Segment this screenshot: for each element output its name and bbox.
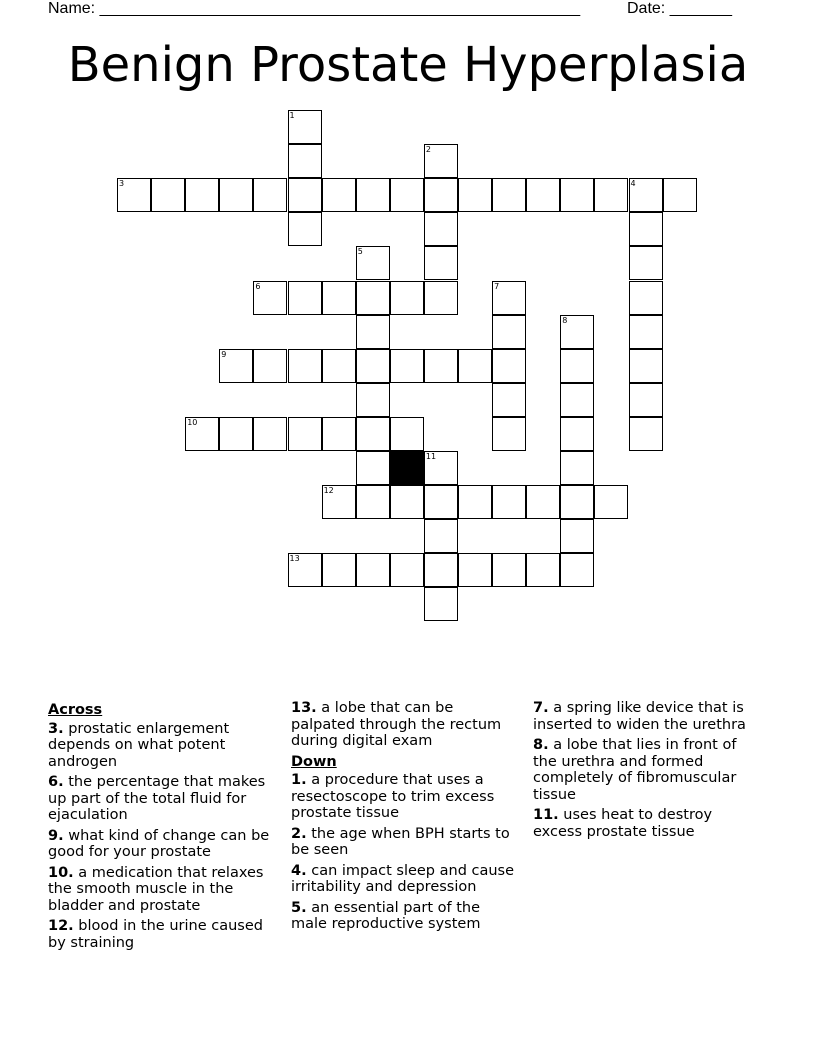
- grid-cell[interactable]: [629, 349, 663, 383]
- clue-number: 5: [357, 247, 363, 257]
- grid-cell[interactable]: [526, 178, 560, 212]
- grid-cell[interactable]: [492, 553, 526, 587]
- grid-cell[interactable]: [424, 281, 458, 315]
- clue-down-4: 4. can impact sleep and cause irritability and depression: [291, 862, 515, 895]
- grid-cell[interactable]: [492, 417, 526, 451]
- grid-cell[interactable]: [288, 144, 322, 178]
- grid-cell[interactable]: [356, 315, 390, 349]
- clue-across-13: 13. a lobe that can be palpated through the rectum during digital exam: [291, 700, 502, 749]
- black-cell: [390, 451, 424, 485]
- grid-cell[interactable]: [253, 417, 287, 451]
- clue-number: 11: [425, 452, 437, 461]
- grid-cell[interactable]: [424, 246, 458, 280]
- grid-cell[interactable]: [492, 315, 526, 349]
- grid-cell[interactable]: [663, 178, 697, 212]
- clues-section: [48, 700, 768, 960]
- grid-cell[interactable]: [356, 553, 390, 587]
- clue-across-12: 12. blood in the urine caused by straining: [48, 918, 263, 951]
- clue-across-9: 9. what kind of change can be good for your prostate: [48, 827, 270, 860]
- grid-cell[interactable]: [560, 178, 594, 212]
- grid-cell[interactable]: [288, 553, 322, 587]
- grid-cell[interactable]: [560, 383, 594, 417]
- name-field[interactable]: Name: ______________________________________________________: [48, 0, 581, 17]
- clue-number: 1: [289, 111, 295, 120]
- grid-cell[interactable]: [594, 178, 628, 212]
- grid-cell[interactable]: [390, 281, 424, 315]
- clue-down-11: 11. uses heat to destroy excess prostate tissue: [533, 807, 713, 840]
- grid-cell[interactable]: [560, 485, 594, 519]
- grid-cell[interactable]: [356, 281, 390, 315]
- clue-down-5: 5. an essential part of the male reproductive system: [291, 899, 481, 932]
- grid-cell[interactable]: [356, 349, 390, 383]
- page-title: Benign Prostate Hyperplasia: [67, 37, 749, 93]
- grid-cell[interactable]: [253, 349, 287, 383]
- clue-number: 9: [221, 349, 227, 359]
- grid-cell[interactable]: [424, 212, 458, 246]
- grid-cell[interactable]: [390, 485, 424, 519]
- grid-cell[interactable]: [288, 212, 322, 246]
- grid-cell[interactable]: [288, 349, 322, 383]
- grid-cell[interactable]: [390, 553, 424, 587]
- clue-column-2: [291, 700, 519, 937]
- clue-number: 3: [119, 179, 125, 189]
- grid-cell[interactable]: [560, 417, 594, 451]
- clue-number: 13: [289, 554, 300, 564]
- grid-cell[interactable]: [288, 281, 322, 315]
- grid-cell[interactable]: [322, 281, 356, 315]
- grid-cell[interactable]: [629, 315, 663, 349]
- clue-column-3: [533, 700, 761, 844]
- date-field[interactable]: Date: _______: [627, 0, 732, 17]
- clue-number: 10: [187, 417, 198, 427]
- grid-cell[interactable]: [253, 281, 287, 315]
- grid-cell[interactable]: [288, 178, 322, 212]
- clue-column-1: [48, 700, 276, 955]
- grid-cell[interactable]: [288, 110, 322, 144]
- grid-cell[interactable]: [629, 281, 663, 315]
- grid-cell[interactable]: [356, 417, 390, 451]
- grid-cell[interactable]: [560, 519, 594, 553]
- clue-across-6: 6. the percentage that makes up part of the total fluid for ejaculation: [48, 774, 266, 823]
- grid-cell[interactable]: [458, 178, 492, 212]
- grid-cell[interactable]: [424, 349, 458, 383]
- grid-cell[interactable]: [219, 178, 253, 212]
- clue-down-8: 8. a lobe that lies in front of the urethra and formed completely of fibromuscular tissue: [533, 737, 737, 803]
- grid-cell[interactable]: [629, 212, 663, 246]
- clue-across-3: 3. prostatic enlargement depends on what potent androgen: [48, 720, 230, 770]
- grid-cell[interactable]: [185, 178, 219, 212]
- grid-cell[interactable]: [424, 178, 458, 212]
- grid-cell[interactable]: [219, 349, 253, 383]
- grid-cell[interactable]: [185, 417, 219, 451]
- grid-cell[interactable]: [629, 417, 663, 451]
- clue-number: 8: [562, 315, 568, 325]
- grid-cell[interactable]: [560, 349, 594, 383]
- grid-cell[interactable]: [253, 178, 287, 212]
- across-heading: Across: [48, 702, 103, 718]
- grid-cell[interactable]: [219, 417, 253, 451]
- grid-cell[interactable]: [424, 485, 458, 519]
- grid-cell[interactable]: [424, 519, 458, 553]
- grid-cell[interactable]: [526, 553, 560, 587]
- grid-cell[interactable]: [492, 178, 526, 212]
- grid-cell[interactable]: [356, 485, 390, 519]
- grid-cell[interactable]: [322, 349, 356, 383]
- grid-cell[interactable]: [390, 417, 424, 451]
- grid-cell[interactable]: [322, 553, 356, 587]
- grid-cell[interactable]: [424, 553, 458, 587]
- grid-cell[interactable]: [560, 315, 594, 349]
- clue-down-7: 7. a spring like device that is inserted to widen the urethra: [533, 700, 746, 733]
- clue-number: 4: [630, 179, 636, 189]
- clue-number: 12: [323, 486, 334, 496]
- grid-cell[interactable]: [492, 383, 526, 417]
- clue-number: 6: [255, 281, 261, 291]
- grid-cell[interactable]: [560, 553, 594, 587]
- clue-down-1: 1. a procedure that uses a resectoscope to trim excess prostate tissue: [291, 772, 495, 821]
- grid-cell[interactable]: [424, 451, 458, 485]
- grid-cell[interactable]: [390, 178, 424, 212]
- grid-cell[interactable]: [492, 349, 526, 383]
- grid-cell[interactable]: [424, 587, 458, 621]
- clue-down-2: 2. the age when BPH starts to be seen: [291, 825, 510, 858]
- grid-cell[interactable]: [322, 485, 356, 519]
- grid-cell[interactable]: [492, 281, 526, 315]
- grid-cell[interactable]: [151, 178, 185, 212]
- grid-cell[interactable]: [629, 178, 663, 212]
- grid-cell[interactable]: [629, 246, 663, 280]
- grid-cell[interactable]: [629, 383, 663, 417]
- grid-cell[interactable]: [117, 178, 151, 212]
- clue-across-10: 10. a medication that relaxes the smooth muscle in the bladder and prostate: [48, 864, 264, 914]
- grid-cell[interactable]: [390, 349, 424, 383]
- grid-cell[interactable]: [424, 144, 458, 178]
- grid-cell[interactable]: [458, 485, 492, 519]
- grid-cell[interactable]: [492, 485, 526, 519]
- down-heading: Down: [291, 753, 337, 770]
- grid-cell[interactable]: [458, 349, 492, 383]
- clue-number: 7: [494, 281, 500, 291]
- grid-cell[interactable]: [322, 417, 356, 451]
- grid-cell[interactable]: [288, 417, 322, 451]
- grid-cell[interactable]: [594, 485, 628, 519]
- clue-number: 2: [425, 145, 431, 155]
- grid-cell[interactable]: [356, 383, 390, 417]
- grid-cell[interactable]: [526, 485, 560, 519]
- grid-cell[interactable]: [356, 451, 390, 485]
- grid-cell[interactable]: [560, 451, 594, 485]
- grid-cell[interactable]: [356, 178, 390, 212]
- grid-cell[interactable]: [356, 246, 390, 280]
- grid-cell[interactable]: [458, 553, 492, 587]
- grid-cell[interactable]: [322, 178, 356, 212]
